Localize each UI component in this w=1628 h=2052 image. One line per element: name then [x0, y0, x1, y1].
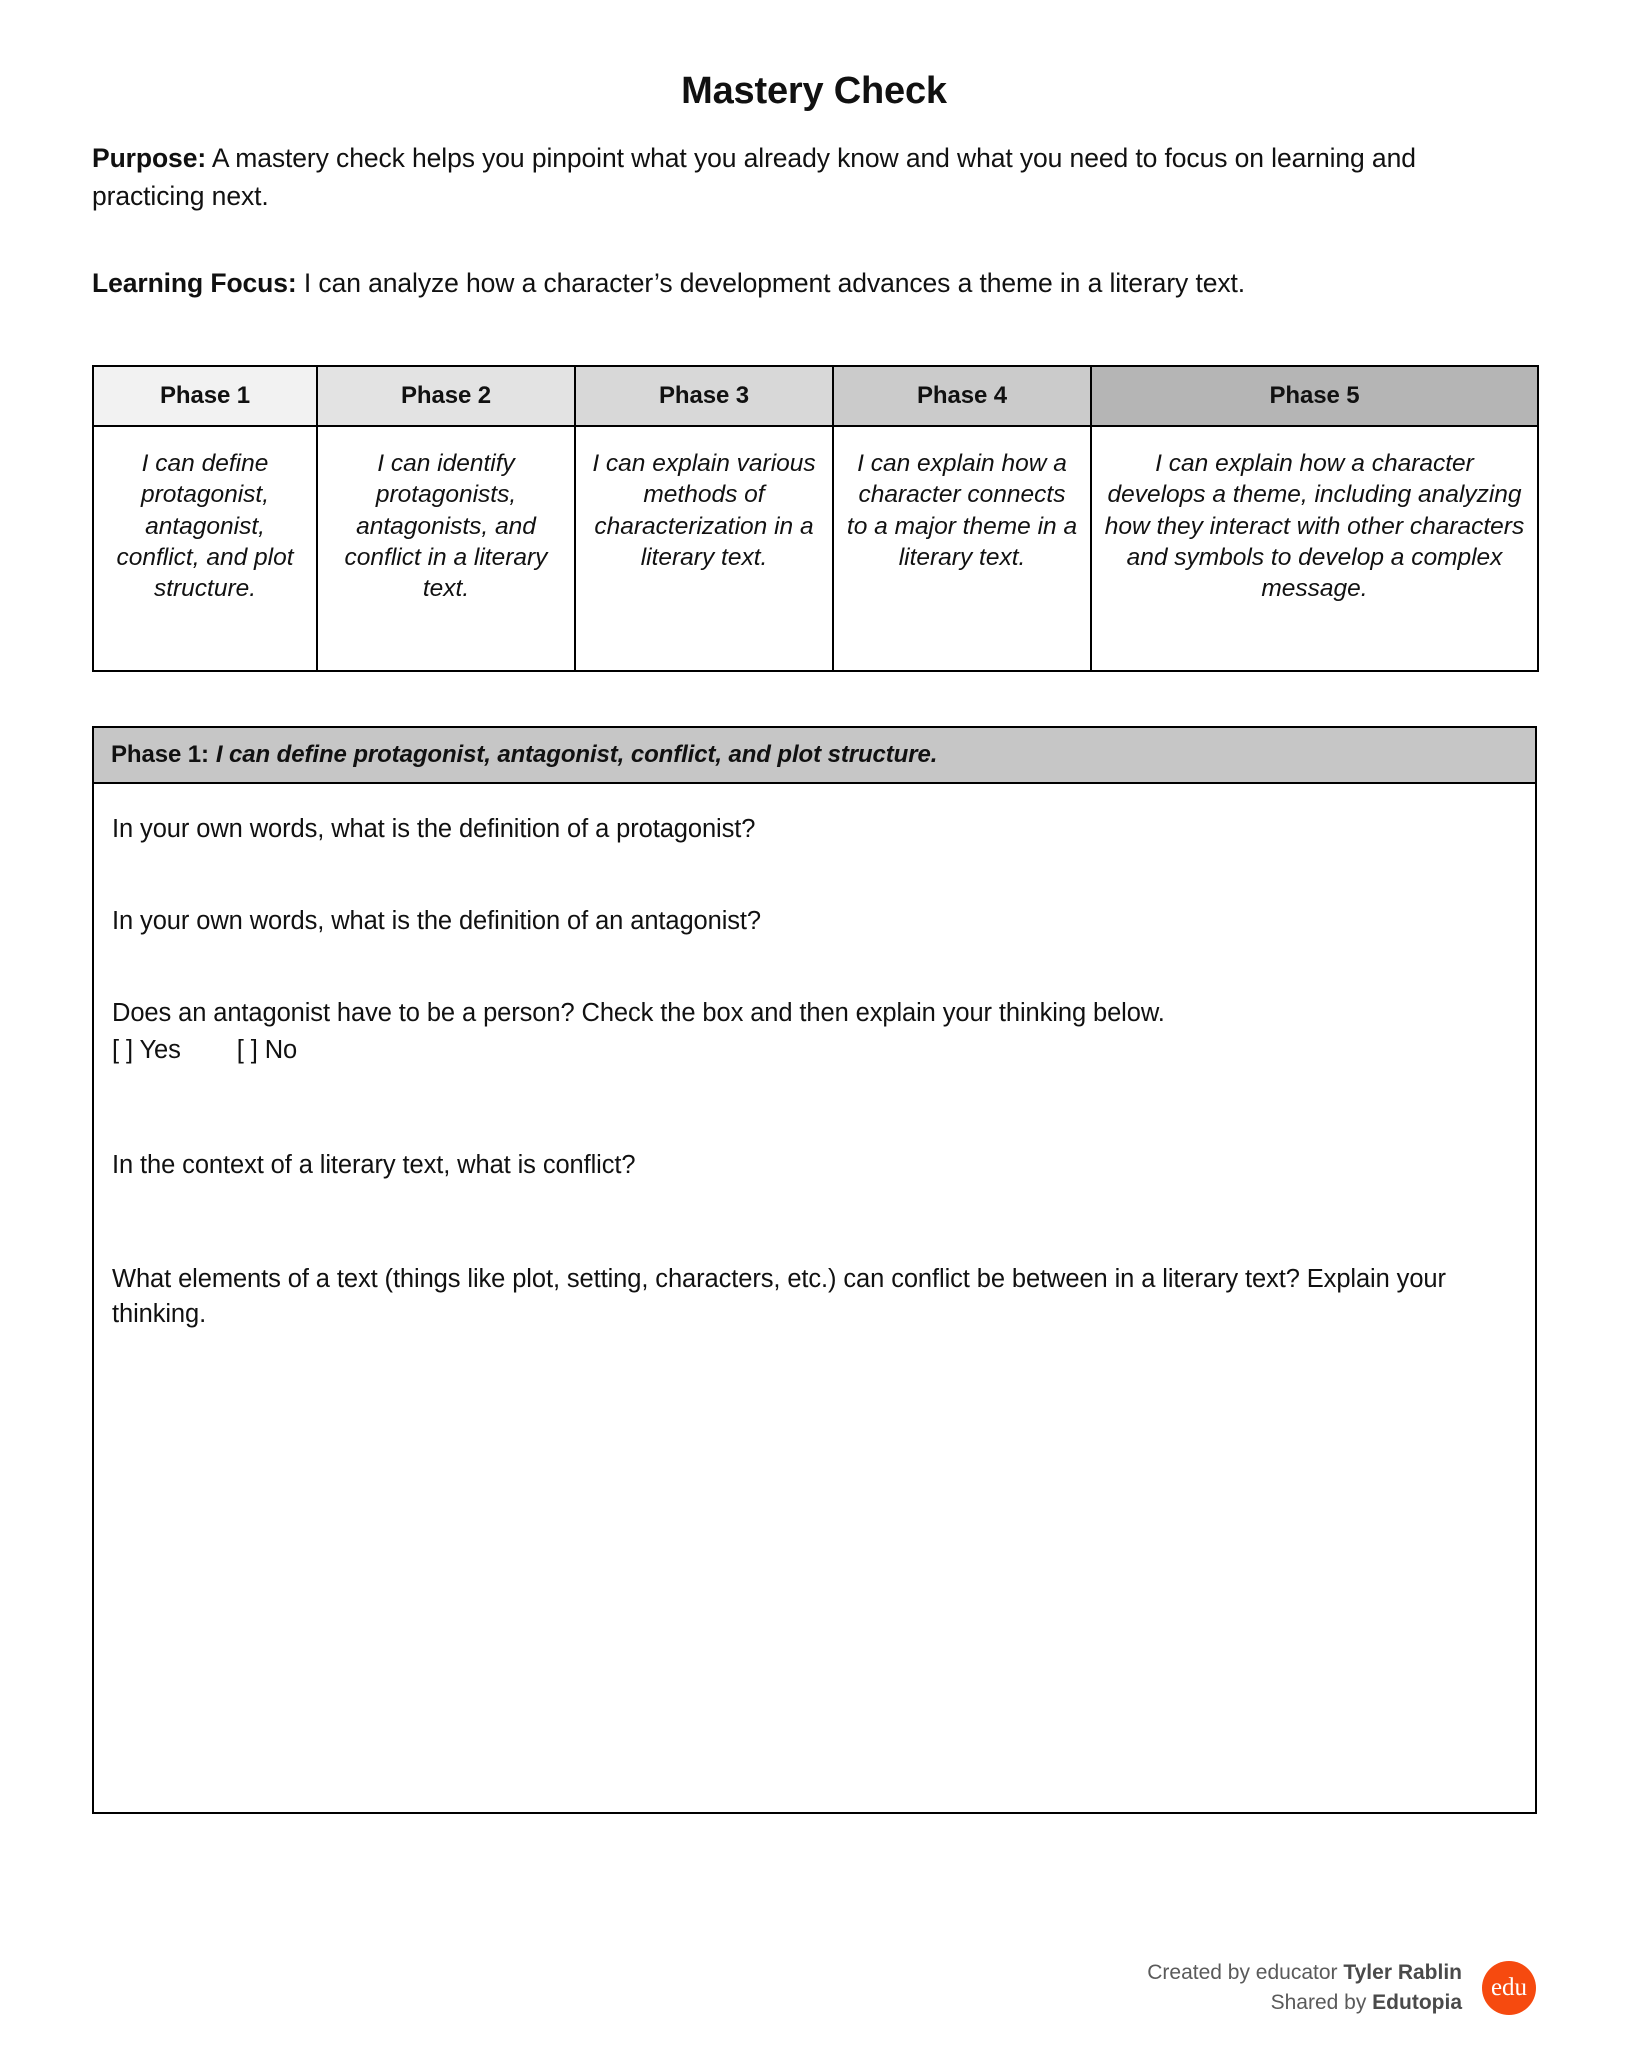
purpose-text: A mastery check helps you pinpoint what you already know and what you need to focus on learning and practicing next.: [92, 143, 1416, 211]
phase-description-3: I can explain various methods of characterization in a literary text.: [592, 449, 816, 571]
question-antagonist-person-text: Does an antagonist have to be a person? Check the box and then explain your thinking below.: [112, 998, 1165, 1027]
phase-cell-1: [93, 426, 317, 671]
edutopia-logo-icon: [1482, 1961, 1536, 2015]
phase-1-answer-area[interactable]: [94, 784, 1535, 1812]
table-row: [93, 426, 1538, 671]
footer: [1147, 1958, 1536, 2018]
phase-1-goal: I can define protagonist, antagonist, conflict, and plot structure.: [215, 740, 938, 768]
edutopia-logo-text: edu: [1490, 1973, 1528, 2001]
learning-focus-paragraph: [92, 215, 1536, 303]
checkbox-yes[interactable]: [ ] Yes: [112, 1036, 181, 1065]
question-antagonist-definition: In your own words, what is the definition of an antagonist?: [112, 906, 761, 935]
page-title: Mastery Check: [681, 70, 947, 112]
purpose-paragraph: [92, 113, 1452, 215]
phase-header-3: Phase 3: [575, 366, 833, 426]
phase-header-1: Phase 1: [93, 366, 317, 426]
question-conflict-definition: In the context of a literary text, what is conflict?: [112, 1150, 636, 1179]
footer-creator-name: Tyler Rablin: [1343, 1961, 1462, 1985]
phase-header-5: Phase 5: [1091, 366, 1538, 426]
phase-cell-4: [833, 426, 1091, 671]
checkbox-no[interactable]: [ ] No: [236, 1036, 298, 1065]
learning-focus-text: I can analyze how a character’s development advances a theme in a literary text.: [296, 268, 1246, 299]
footer-credits: [1147, 1958, 1462, 2018]
purpose-label: Purpose:: [92, 143, 207, 173]
yes-no-checkbox-group: [112, 1033, 1511, 1068]
phase-1-label: Phase 1:: [111, 740, 209, 768]
footer-shared-prefix: Shared by: [1270, 1991, 1373, 2015]
question-conflict-elements: What elements of a text (things like plot, setting, characters, etc.) can conflict be between in a literary text? Explain your thinking.: [112, 1264, 1446, 1329]
phase-description-2: I can identify protagonists, antagonists, and conflict in a literary text.: [344, 449, 548, 603]
footer-shared-line: [1147, 1988, 1462, 2018]
phase-cell-3: [575, 426, 833, 671]
phase-header-2: Phase 2: [317, 366, 575, 426]
table-header-row: [93, 366, 1538, 426]
question-antagonist-person: [112, 996, 1511, 1068]
phase-description-5: I can explain how a character develops a theme, including analyzing how they interact with other characters and symbols to develop a complex message.: [1104, 449, 1525, 603]
learning-focus-label: Learning Focus:: [92, 268, 297, 299]
phase-progression-table: [92, 365, 1539, 672]
phase-1-section-header: [94, 728, 1535, 784]
phase-description-1: I can define protagonist, antagonist, conflict, and plot structure.: [116, 449, 294, 603]
phase-1-section: [92, 726, 1537, 1814]
footer-sharer-name: Edutopia: [1372, 1991, 1462, 2015]
phase-cell-2: [317, 426, 575, 671]
phase-description-4: I can explain how a character connects to a major theme in a literary text.: [846, 449, 1078, 571]
footer-created-prefix: Created by educator: [1147, 1961, 1344, 1985]
footer-created-line: [1147, 1958, 1462, 1988]
phase-cell-5: [1091, 426, 1538, 671]
question-protagonist-definition: In your own words, what is the definition of a protagonist?: [112, 814, 756, 843]
phase-header-4: Phase 4: [833, 366, 1091, 426]
